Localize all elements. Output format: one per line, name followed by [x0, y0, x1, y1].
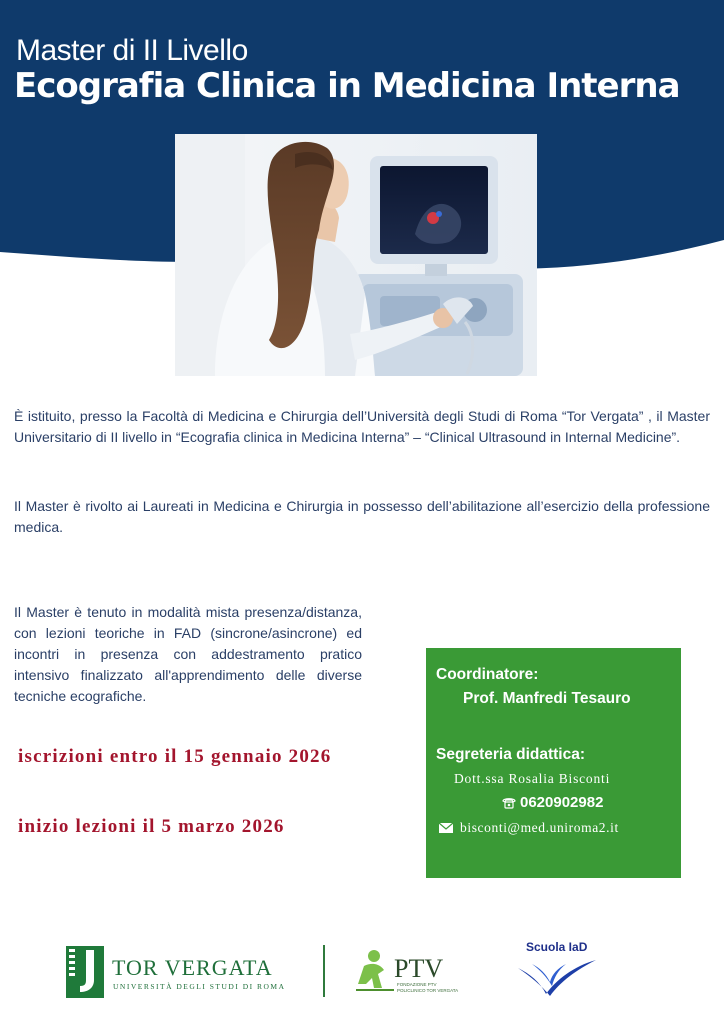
- envelope-icon: [438, 822, 454, 834]
- master-level-title: Master di II Livello: [16, 34, 248, 67]
- coordinator-name: Prof. Manfredi Tesauro: [463, 690, 631, 707]
- coordinator-heading: Coordinatore:: [436, 666, 539, 683]
- master-main-title: Ecografia Clinica in Medicina Interna: [14, 66, 680, 106]
- lessons-start-date: inizio lezioni il 5 marzo 2026: [18, 816, 285, 837]
- ptv-subtitle-line-2: POLICLINICO TOR VERGATA: [397, 988, 459, 993]
- phone-number[interactable]: 0620902982: [520, 794, 604, 811]
- email-line[interactable]: [438, 820, 619, 836]
- ptv-subtitle-line-1: FONDAZIONE PTV: [397, 982, 437, 987]
- format-paragraph: Il Master è tenuto in modalità mista presenza/distanza, con lezioni teoriche in FAD (sincrone/asincrone) ed incontri in presenza con addestramento pratico intensivo finalizzato all'apprendimento delle diverse tecniche ecografiche.: [14, 604, 362, 704]
- intro-paragraph: È istituito, presso la Facoltà di Medicina e Chirurgia dell’Università degli Studi di Roma “Tor Vergata” , il Master Universitario di II livello in “Ecografia clinica in Medicina Interna” – “Clinical Ultrasound in Internal Medicine”.: [14, 408, 710, 445]
- secretariat-heading: Segreteria didattica:: [436, 746, 586, 763]
- ultrasound-doctor-photo: [175, 134, 537, 376]
- tor-vergata-subtitle: UNIVERSITÀ DEGLI STUDI DI ROMA: [113, 982, 286, 991]
- secretariat-name: Dott.ssa Rosalia Bisconti: [454, 771, 611, 786]
- bird-icon: [516, 954, 598, 998]
- tor-vergata-logo: [66, 946, 286, 998]
- tor-vergata-mark-icon: [66, 946, 104, 998]
- phone-line[interactable]: [501, 794, 603, 811]
- logo-divider: [323, 945, 325, 997]
- scuola-iad-logo: [516, 938, 606, 1002]
- ptv-subtitle: [397, 982, 458, 994]
- scuola-iad-name: Scuola IaD: [526, 940, 588, 954]
- email-address[interactable]: bisconti@med.uniroma2.it: [460, 820, 619, 835]
- ptv-name: PTV: [394, 954, 444, 983]
- eligibility-paragraph: Il Master è rivolto ai Laureati in Medicina e Chirurgia in possesso dell’abilitazione all’esercizio della professione medica.: [14, 498, 710, 535]
- phone-icon: [501, 796, 517, 809]
- contact-box: [426, 648, 681, 878]
- tor-vergata-name: TOR VERGATA: [112, 955, 273, 980]
- enrollment-deadline: iscrizioni entro il 15 gennaio 2026: [18, 746, 332, 767]
- ptv-logo: [354, 948, 464, 998]
